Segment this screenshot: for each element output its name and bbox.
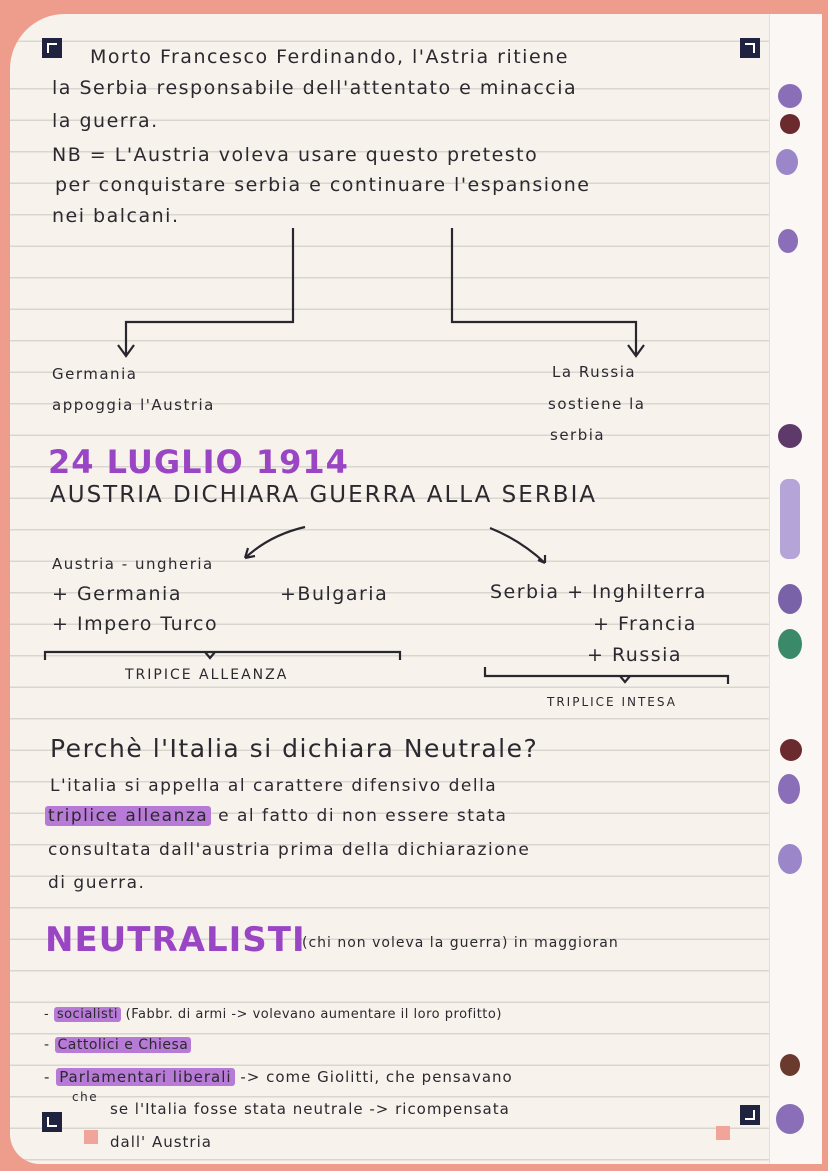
neutralisti-item: - socialisti (Fabbr. di armi -> volevano aumentare il loro profitto)	[44, 1007, 502, 1022]
date-heading: 24 LUGLIO 1914	[48, 443, 349, 481]
highlight: Parlamentari liberali	[56, 1068, 234, 1086]
highlight: socialisti	[54, 1007, 121, 1022]
italy-line: L'italia si appella al carattere difensivo della	[50, 776, 498, 796]
italy-line: consultata dall'austria prima della dichiarazione	[48, 840, 531, 860]
branch-arrow-right	[452, 228, 644, 356]
intro-line: la guerra.	[52, 110, 159, 132]
item-text: (Fabbr. di armi -> volevano aumentare il loro profitto)	[125, 1007, 502, 1022]
neutralisti-text: se l'Italia fosse stata neutrale -> ricompensata	[110, 1100, 510, 1118]
brace-alleanza	[45, 652, 400, 660]
highlight: triplice alleanza	[45, 806, 211, 826]
diagram-right: serbia	[550, 426, 606, 444]
intro-line: per conquistare serbia e continuare l'espansione	[55, 174, 591, 196]
alliance-member: +Bulgaria	[280, 583, 389, 605]
italy-line: di guerra.	[48, 873, 146, 893]
item-text: -> come Giolitti, che pensavano	[240, 1068, 513, 1086]
alliance-label: TRIPICE ALLEANZA	[125, 667, 289, 683]
italy-text: e al fatto di non essere stata	[218, 806, 508, 826]
neutralisti-text: dall' Austria	[110, 1133, 212, 1151]
diagram-right: La Russia	[552, 363, 637, 381]
diagram-left: appoggia l'Austria	[52, 396, 215, 414]
brace-intesa	[485, 667, 728, 684]
declaration-heading: AUSTRIA DICHIARA GUERRA ALLA SERBIA	[50, 482, 598, 508]
neutralisti-heading: NEUTRALISTI	[45, 920, 306, 960]
intro-line: NB = L'Austria voleva usare questo pretesto	[52, 144, 539, 166]
italy-line	[45, 806, 507, 826]
neutralisti-text: che	[72, 1090, 99, 1104]
intro-line: la Serbia responsabile dell'attentato e minaccia	[52, 77, 578, 99]
entente-label: TRIPLICE INTESA	[547, 695, 677, 709]
intro-line: nei balcani.	[52, 205, 180, 227]
neutralisti-item: - Parlamentari liberali -> come Giolitti, che pensavano	[44, 1068, 513, 1086]
intro-line: Morto Francesco Ferdinando, l'Astria ritiene	[90, 46, 569, 68]
entente-member: + Russia	[587, 644, 683, 666]
neutralisti-item: - Cattolici e Chiesa	[44, 1037, 191, 1053]
diagram-left: Germania	[52, 365, 138, 383]
italy-question: Perchè l'Italia si dichiara Neutrale?	[50, 734, 539, 763]
diagram-right: sostiene la	[548, 395, 646, 413]
alliance-member: + Germania	[52, 583, 182, 605]
branch-arrow-left	[118, 228, 293, 356]
neutralisti-subtitle: (chi non voleva la guerra) in maggioran	[302, 935, 619, 951]
highlight: Cattolici e Chiesa	[55, 1037, 192, 1053]
curved-arrow-right	[490, 528, 545, 563]
alliance-member: + Impero Turco	[52, 613, 219, 635]
curved-arrow-left	[245, 527, 305, 558]
entente-member: Serbia + Inghilterra	[490, 581, 707, 603]
alliance-member: Austria - ungheria	[52, 555, 214, 573]
entente-member: + Francia	[593, 613, 697, 635]
